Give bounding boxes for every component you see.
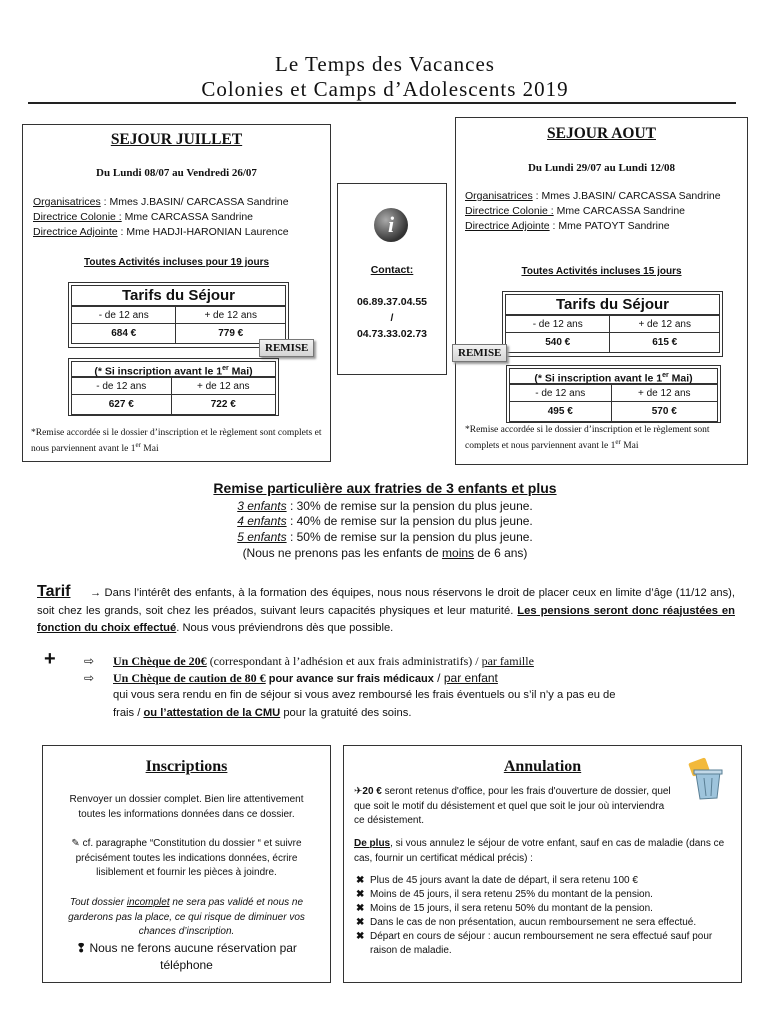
sejour-aout-title: SEJOUR AOUT [547,125,656,142]
aout-price2: 615 € [610,333,720,353]
page-title-line1: Le Temps des Vacances [275,52,495,76]
list-item: ✖ Moins de 15 jours, il sera retenu 50% du montant de la pension. [356,903,653,914]
adj-value: : Mme PATOYT Sandrine [549,220,670,232]
exclamation-icon: ❢ [76,941,87,955]
inscriptions-box [42,745,331,983]
juillet-remise-badge: REMISE [259,339,314,357]
cross-icon: ✖ [356,931,365,942]
juillet-early-price2: 722 € [171,395,275,415]
contact-box [337,183,447,375]
juillet-early-title: (* Si inscription avant le 1er Mai) [71,361,276,377]
contact-label: Contact: [370,264,414,276]
org-label: Organisatrices [33,196,101,208]
aout-early-price2: 570 € [611,402,718,422]
org-value: : Mmes J.BASIN/ CARCASSA Sandrine [532,190,721,202]
aout-tarif-title: Tarifs du Séjour [505,294,720,315]
juillet-col1: - de 12 ans [72,307,176,324]
juillet-tarif-table [68,282,289,348]
aout-early-title: (* Si inscription avant le 1er Mai) [509,368,718,384]
list-item: ✖ Départ en cours de séjour : aucun remboursement ne sera effectué sauf pour raison de maladie. [356,931,713,956]
sejour-aout-staff [465,189,747,234]
juillet-included: Toutes Activités incluses pour 19 jours [83,257,270,268]
juillet-tarif-title: Tarifs du Séjour [71,285,286,306]
pencil-icon: ✎ [71,838,80,849]
list-item: ✖ Moins de 45 jours, il sera retenu 25% du montant de la pension. [356,889,653,900]
aout-early-table [506,365,721,423]
cross-icon: ✖ [356,875,365,886]
dir-value: Mme CARCASSA Sandrine [121,211,254,223]
juillet-price1: 684 € [72,324,176,344]
dir-value: Mme CARCASSA Sandrine [553,205,686,217]
list-item: ✖ Dans le cas de non présentation, aucun remboursement ne sera effectué. [356,917,697,928]
contact-phone2: 04.73.33.02.73 [356,328,428,340]
fratries-rule-3: 3 enfants : 30% de remise sur la pension du plus jeune. [237,499,533,513]
inscriptions-p1: Renvoyer un dossier complet. Bien lire attentivement toutes les informations données dans ce dossier. [69,794,304,820]
caution-detail-line: qui vous sera rendu en fin de séjour si vous avez remboursé les frais éventuels ou s’il n’y a pas eu de [113,689,616,701]
aout-early-price1: 495 € [510,402,612,422]
org-value: : Mmes J.BASIN/ CARCASSA Sandrine [100,196,289,208]
juillet-early-col2: + de 12 ans [171,378,275,395]
dir-label: Directrice Colonie : [465,205,554,217]
org-label: Organisatrices [465,190,533,202]
arrow-right-icon: ⇨ [84,671,95,685]
trash-bin-icon [684,756,730,802]
plane-icon: ✈ [354,786,363,797]
inscriptions-no-phone: ❢ Nous ne ferons aucune réservation par téléphone [76,941,297,972]
contact-phone1: 06.89.37.04.55 [356,296,428,308]
list-item: ✖ Plus de 45 jours avant la date de départ, il sera retenu 100 € [356,875,638,886]
juillet-early-col1: - de 12 ans [72,378,172,395]
plus-icon: + [44,648,56,670]
contact-separator: / [390,312,394,324]
sejour-aout-box [455,117,748,465]
inscriptions-title: Inscriptions [145,758,228,775]
sejour-juillet-title: SEJOUR JUILLET [110,131,243,148]
aout-note: *Remise accordée si le dossier d’inscription et le règlement sont complets et nous parviennent avant le 1er Mai [465,425,710,452]
annulation-title: Annulation [503,758,582,775]
arrow-icon: → [89,587,102,599]
annulation-box [343,745,742,983]
aout-early-col1: - de 12 ans [510,385,612,402]
aout-tarif-table [502,291,723,357]
sejour-aout-dates: Du Lundi 29/07 au Lundi 12/08 [527,162,676,174]
arrow-right-icon: ⇨ [84,654,95,668]
fratries-age-note: (Nous ne prenons pas les enfants de moins de 6 ans) [242,546,528,560]
info-icon: i [374,208,408,242]
tarif-paragraph: Tarif → Dans l’intérêt des enfants, à la formation des équipes, nous nous réservons le droit de placer ceux en limite d’âge (11/12 ans), soit chez les grands, soit chez les préados, suivant leurs capacités physiques et leur maturité. Les pensions seront donc réajustées en fonction du choix effectué. Nous vous préviendrons dès que possible. [37,583,735,634]
cross-icon: ✖ [356,903,365,914]
annulation-p2: De plus, si vous annulez le séjour de votre enfant, sauf en cas de maladie (dans ce cas, fournir un certificat médical précis) : [354,838,725,864]
fratries-title: Remise particulière aux fratries de 3 enfants et plus [213,480,557,496]
cheque-caution-line: Un Chèque de caution de 80 € pour avance sur frais médicaux / par enfant [113,671,498,685]
fratries-rule-5: 5 enfants : 50% de remise sur la pension du plus jeune. [237,530,533,544]
juillet-price2: 779 € [176,324,286,344]
aout-early-col2: + de 12 ans [611,385,718,402]
juillet-early-table [68,358,279,416]
juillet-col2: + de 12 ans [176,307,286,324]
cross-icon: ✖ [356,917,365,928]
annulation-p1: ✈20 € seront retenus d'office, pour les frais d'ouverture de dossier, quel que soit le motif du désistement et quel que soit le jour où interviendra ce désistement. [354,786,671,826]
cross-icon: ✖ [356,889,365,900]
tarif-label: Tarif [37,583,71,600]
juillet-early-price1: 627 € [72,395,172,415]
title-divider [28,102,736,104]
adj-value: : Mme HADJI-HARONIAN Laurence [117,226,289,238]
page-title-line2: Colonies et Camps d’Adolescents 2019 [201,77,569,101]
inscriptions-p2: ✎ cf. paragraphe “Constitution du dossier “ et suivre précisément toutes les indications données, écrire lisiblement et fournir les pièces à joindre. [71,838,302,878]
aout-remise-badge: REMISE [452,344,507,362]
sejour-juillet-box [22,124,331,462]
adj-label: Directrice Adjointe [33,226,118,238]
aout-col2: + de 12 ans [610,316,720,333]
dir-label: Directrice Colonie : [33,211,122,223]
annulation-bullets [354,874,729,958]
adj-label: Directrice Adjointe [465,220,550,232]
sejour-juillet-dates: Du Lundi 08/07 au Vendredi 26/07 [96,167,257,179]
aout-col1: - de 12 ans [506,316,610,333]
cheque-adhesion-line: Un Chèque de 20€ (correspondant à l’adhésion et aux frais administratifs) / par famille [113,654,534,668]
fratries-rule-4: 4 enfants : 40% de remise sur la pension du plus jeune. [237,514,533,528]
sejour-juillet-staff [33,195,328,240]
aout-price1: 540 € [506,333,610,353]
inscriptions-warning-incomplete: Tout dossier incomplet ne sera pas validé et nous ne garderons pas la place, ce qui risque de diminuer vos chances d’inscription. [68,897,305,937]
aout-included: Toutes Activités incluses 15 jours [521,266,682,277]
cmu-line: frais / ou l’attestation de la CMU pour la gratuité des soins. [113,707,412,719]
juillet-note: *Remise accordée si le dossier d’inscription et le règlement sont complets et nous parviennent avant le 1er Mai [31,428,322,455]
